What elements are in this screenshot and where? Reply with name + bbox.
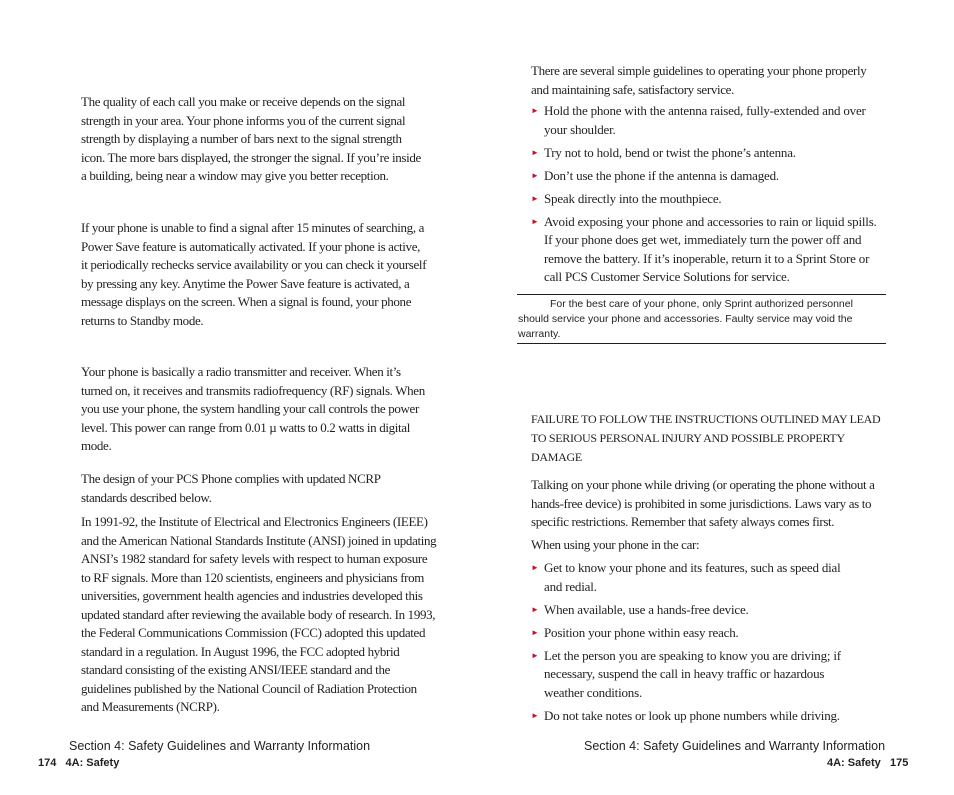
left-footer-page-number: 174 4A: Safety	[38, 757, 120, 769]
list-item: ► Position your phone within easy reach.	[531, 624, 856, 643]
list-item: ► Don’t use the phone if the antenna is damaged.	[531, 167, 877, 186]
list-item: ► Do not take notes or look up phone numbers while driving.	[531, 707, 856, 726]
right-footer-section-title: Section 4: Safety Guidelines and Warranty Information	[584, 739, 886, 753]
rf-paragraph: Your phone is basically a radio transmitter and receiver. When it’s turned on, it receives and transmits radiofrequency (RF) signals. When you use your phone, the system handling your call controls the power level. This power can range from 0.01 µ watts to 0.2 watts in digital mode.	[81, 364, 425, 453]
arrow-bullet-icon: ►	[531, 563, 539, 572]
right-footer-page-number: 4A: Safety 175	[827, 757, 909, 769]
list-item: ► Hold the phone with the antenna raised, fully-extended and over your shoulder.	[531, 103, 866, 137]
warning-text: FAILURE TO FOLLOW THE INSTRUCTIONS OUTLINED MAY LEAD TO SERIOUS PERSONAL INJURY AND POSSIBLE PROPERTY DAMAGE	[531, 412, 881, 464]
driving-paragraph: Talking on your phone while driving (or operating the phone without a hands-free device) is prohibited in some jurisdictions. Laws vary as to specific restrictions. Remember that safety always comes first.	[531, 477, 875, 529]
power-save-paragraph: If your phone is unable to find a signal after 15 minutes of searching, a Power Save feature is automatically activated. If your phone is active, it periodically rechecks service availability or you can check it yourself by pressing any key. Anytime the Power Save feature is activated, a message displays on the screen. When a signal is found, your phone returns to Standby mode.	[81, 220, 427, 328]
arrow-bullet-icon: ►	[531, 170, 539, 180]
ncrp-history-paragraph: In 1991-92, the Institute of Electrical and Electronics Engineers (IEEE) and the American National Standards Institute (ANSI) joined in updating ANSI’s 1982 standard for safety levels with respect to human exposure to RF signals. More than 120 scientists, engineers and physicians from universities, government health agencies and industries developed this updated standard after reviewing the available body of research. In 1993, the Federal Communications Commission (FCC) adopted this updated standard in a regulation. In August 1996, the FCC adopted hybrid standard consisting of the existing ANSI/IEEE standard and the guidelines published by the National Council of Radiation Protection and Measurements (NCRP).	[81, 514, 437, 714]
arrow-bullet-icon: ►	[531, 147, 539, 157]
service-note-text: For the best care of your phone, only Sprint authorized personnel should service your phone and accessories. Faulty service may void the warranty.	[518, 298, 853, 340]
arrow-bullet-icon: ►	[531, 216, 539, 226]
list-item: ► Avoid exposing your phone and accessories to rain or liquid spills. If your phone does get wet, immediately turn the power off and remove the battery. If it’s inoperable, return it to a Sprint Store or call PCS Customer Service Solutions for service.	[531, 213, 877, 284]
service-note	[517, 294, 886, 344]
list-item: ► Speak directly into the mouthpiece.	[531, 190, 877, 209]
arrow-bullet-icon: ►	[531, 106, 539, 115]
arrow-bullet-icon: ►	[531, 604, 539, 614]
list-item: ► When available, use a hands-free device.	[531, 601, 856, 620]
car-usage-lead: When using your phone in the car:	[531, 537, 700, 552]
arrow-bullet-icon: ►	[531, 650, 539, 660]
ncrp-intro-paragraph: The design of your PCS Phone complies with updated NCRP standards described below.	[81, 471, 381, 505]
list-item: ► Try not to hold, bend or twist the phone’s antenna.	[531, 144, 877, 163]
arrow-bullet-icon: ►	[531, 627, 539, 637]
arrow-bullet-icon: ►	[531, 710, 539, 720]
guidelines-intro: There are several simple guidelines to operating your phone properly and maintaining safe, satisfactory service.	[531, 63, 867, 97]
left-footer-section-title: Section 4: Safety Guidelines and Warranty Information	[69, 739, 371, 753]
driving-guidelines-list	[531, 559, 856, 725]
signal-strength-paragraph: The quality of each call you make or receive depends on the signal strength in your area. Your phone informs you of the current signal strength by displaying a number of bars next to the signal strength icon. The more bars displayed, the stronger the signal. If you’re inside a building, being near a window may give you better reception.	[81, 94, 421, 183]
arrow-bullet-icon: ►	[531, 193, 539, 203]
antenna-guidelines-list	[531, 102, 877, 287]
list-item: ► Get to know your phone and its features, such as speed dial and redial.	[531, 560, 841, 594]
list-item: ► Let the person you are speaking to know you are driving; if necessary, suspend the call in heavy traffic or hazardous weather conditions.	[531, 647, 841, 700]
